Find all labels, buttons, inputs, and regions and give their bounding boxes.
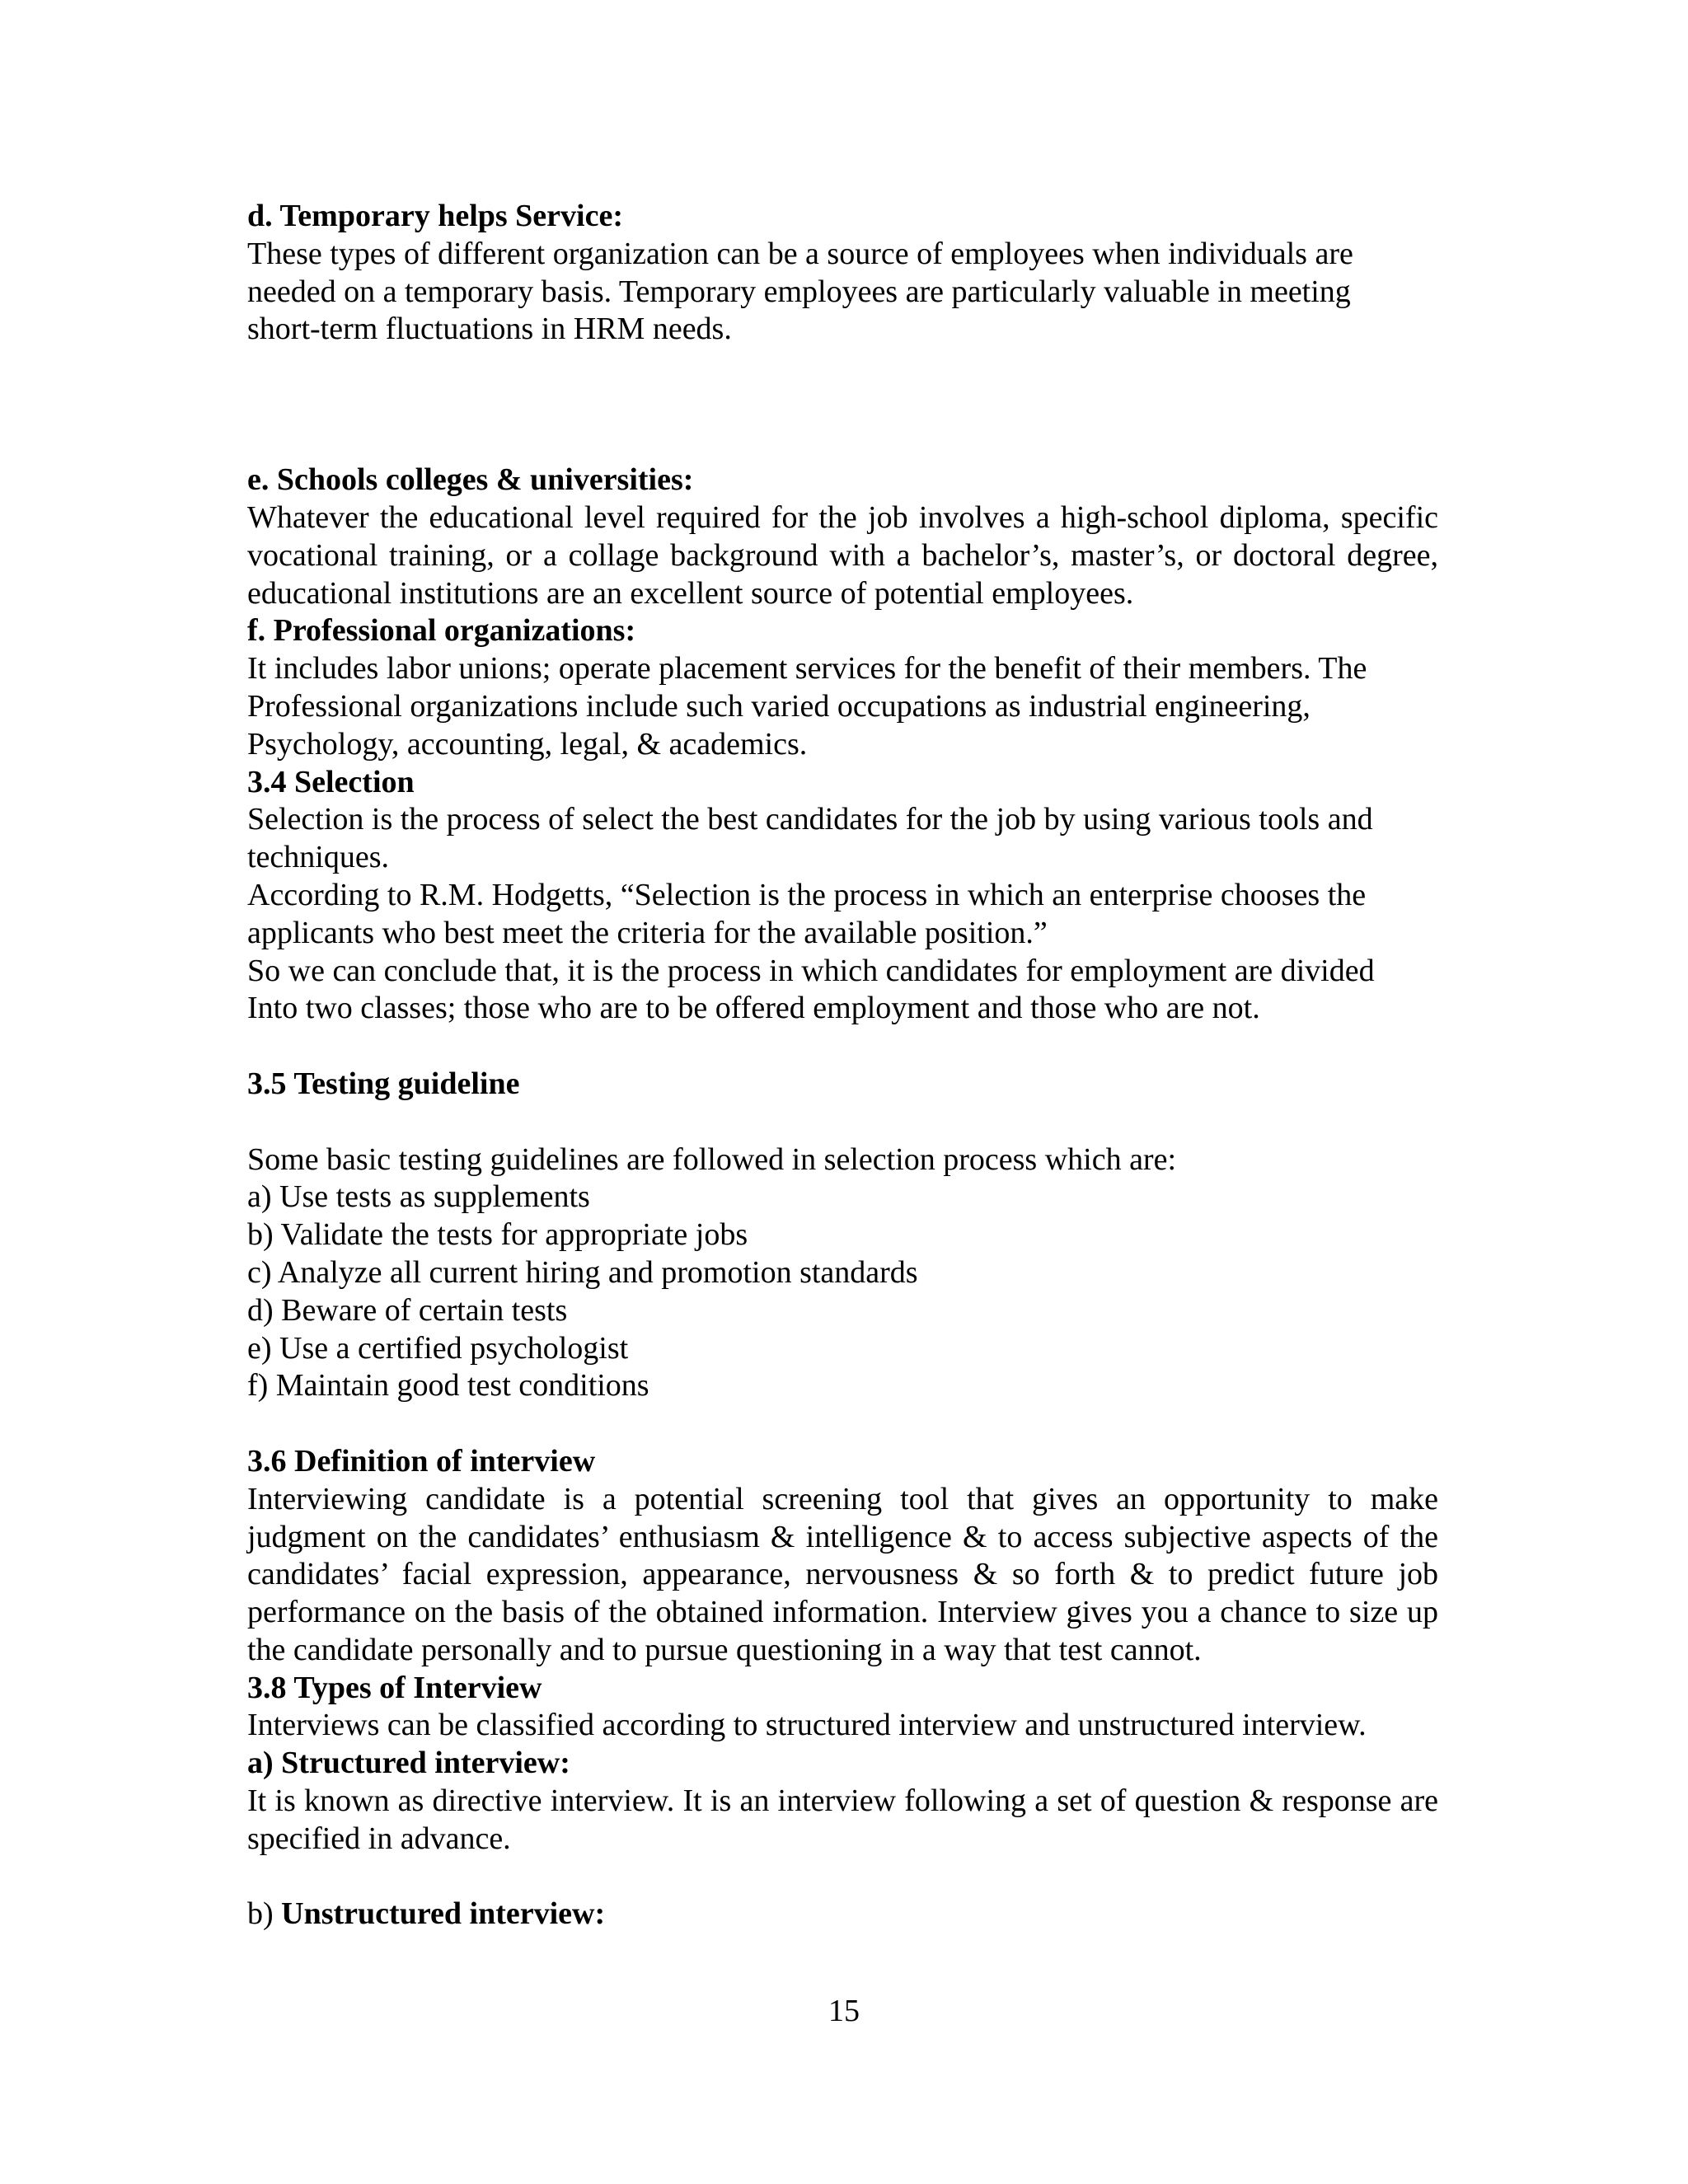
section-3-5-intro: Some basic testing guidelines are followed in selection process which are:	[247, 1141, 1177, 1177]
unstructured-interview-title: Unstructured interview:	[281, 1896, 606, 1932]
section-e-heading: e. Schools colleges & universities:	[247, 462, 694, 498]
spacer	[247, 1858, 1438, 1896]
section-3-4-para3-line1: So we can conclude that, it is the process in which candidates for employment are divided	[247, 953, 1375, 988]
spacer	[247, 1028, 1438, 1066]
testing-guideline-list	[247, 1179, 1438, 1405]
section-3-8-heading: 3.8 Types of Interview	[247, 1670, 542, 1705]
section-e-body: Whatever the educational level required for the job involves a high-school diploma, specific vocational training, or a collage background with a bachelor’s, master’s, or doctoral degree, educational institutions are an excellent source of potential employees.	[247, 499, 1438, 611]
unstructured-interview-prefix: b)	[247, 1896, 282, 1932]
section-3-4-heading: 3.4 Selection	[247, 764, 415, 799]
section-f-body: It includes labor unions; operate placement services for the benefit of their members. The Professional organizations include such varied occupations as industrial engineering, Psychology, accounting, legal, & academics.	[247, 651, 1367, 762]
section-3-6-body: Interviewing candidate is a potential screening tool that gives an opportunity to make judgment on the candidates’ enthusiasm & intelligence & to access subjective aspects of the candidates’ facial expression, appearance, nervousness & so forth & to predict future job performance on the basis of the obtained information. Interview gives you a chance to size up the candidate personally and to pursue questioning in a way that test cannot.	[247, 1481, 1438, 1667]
unstructured-interview-heading	[247, 1896, 1438, 1933]
section-3-6-heading: 3.6 Definition of interview	[247, 1443, 596, 1479]
spacer	[247, 1405, 1438, 1443]
section-3-4-para2: According to R.M. Hodgetts, “Selection is the process in which an enterprise chooses the applicants who best meet the criteria for the available position.”	[247, 877, 1367, 950]
section-3-5-heading: 3.5 Testing guideline	[247, 1066, 520, 1101]
page-content	[247, 198, 1438, 1933]
section-f-heading: f. Professional organizations:	[247, 613, 636, 649]
structured-interview-heading: a) Structured interview:	[247, 1746, 570, 1781]
spacer	[247, 349, 1438, 462]
section-3-4-para1: Selection is the process of select the best candidates for the job by using various tools and techniques.	[247, 802, 1373, 875]
list-item: e) Use a certified psychologist	[247, 1330, 629, 1366]
list-item: a) Use tests as supplements	[247, 1179, 590, 1215]
section-3-8-body: Interviews can be classified according to structured interview and unstructured interview.	[247, 1708, 1367, 1743]
list-item: f) Maintain good test conditions	[247, 1368, 649, 1404]
section-d-heading: d. Temporary helps Service:	[247, 199, 623, 233]
list-item: b) Validate the tests for appropriate jobs	[247, 1217, 748, 1253]
list-item: c) Analyze all current hiring and promotion standards	[247, 1254, 918, 1290]
section-3-4-para3-line2: Into two classes; those who are to be offered employment and those who are not.	[247, 991, 1260, 1026]
page-number: 15	[828, 1994, 860, 2028]
spacer	[247, 1104, 1438, 1141]
structured-interview-body: It is known as directive interview. It is an interview following a set of question & response are specified in advance.	[247, 1783, 1438, 1856]
list-item: d) Beware of certain tests	[247, 1292, 568, 1328]
section-d-body: These types of different organization can be a source of employees when individuals are needed on a temporary basis. Temporary employees are particularly valuable in meeting short-term fluctuations in HRM needs.	[247, 236, 1353, 347]
